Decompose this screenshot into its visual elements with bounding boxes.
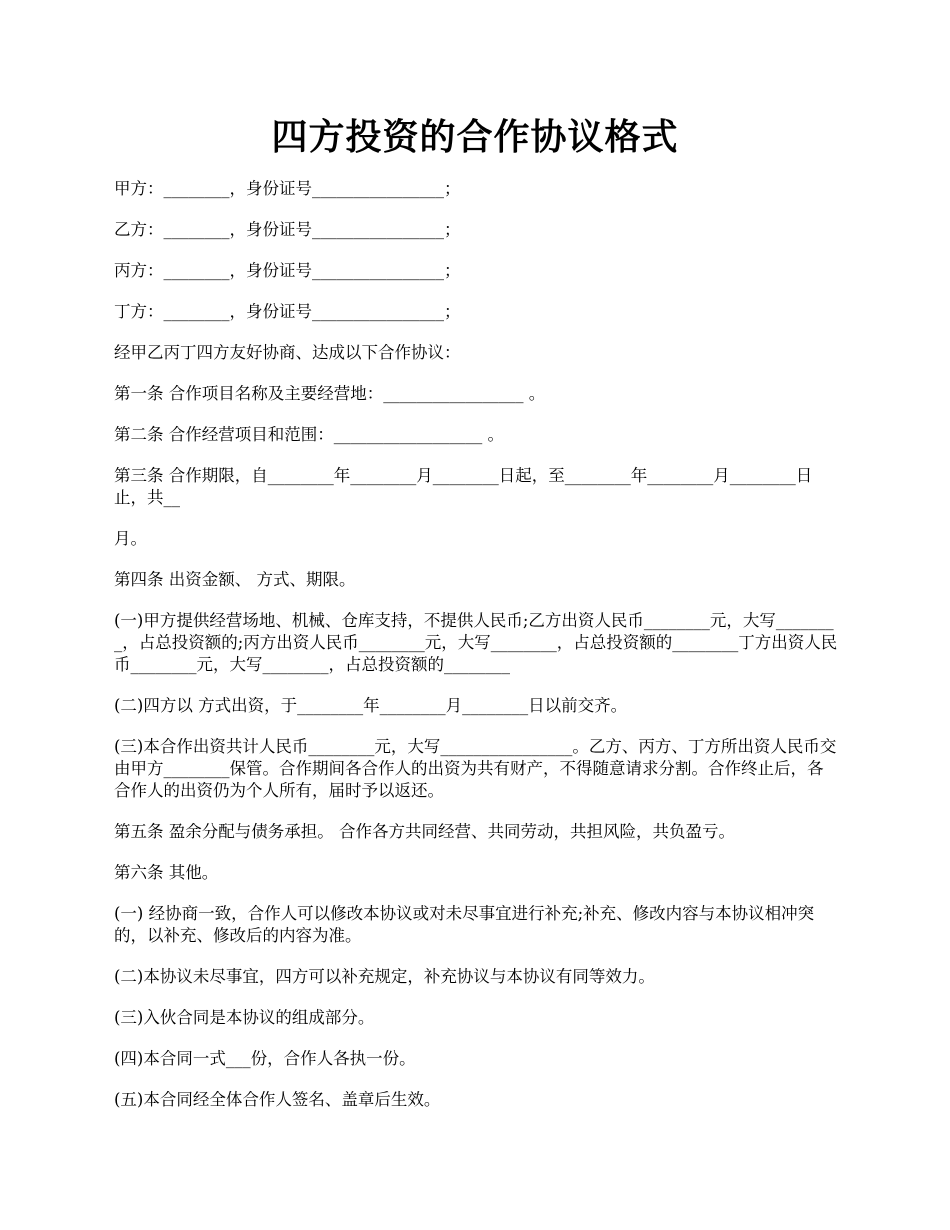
article-5: 第五条 盈余分配与债务承担。 合作各方共同经营、共同劳动，共担风险，共负盈亏。 [114, 822, 735, 841]
article-4-clause-2: (二)四方以 方式出资，于________年________月________日以前交齐。 [114, 696, 628, 715]
article-3-continued: 月。 [114, 529, 147, 548]
party-c-line: 丙方：________，身份证号________________； [114, 261, 461, 280]
article-4: 第四条 出资金额、 方式、期限。 [114, 570, 356, 589]
party-b-line: 乙方：________，身份证号________________； [114, 220, 461, 239]
preamble: 经甲乙丙丁四方友好协商、达成以下合作协议： [114, 343, 461, 362]
article-6-clause-3: (三)入伙合同是本协议的组成部分。 [114, 1008, 375, 1027]
article-6: 第六条 其他。 [114, 863, 219, 882]
article-4-clause-3: (三)本合作出资共计人民币________元，大写________________。乙方、丙方、丁方所出资人民币交由甲方________保管。合作期间各合作人的出资为共有财产，不得随意请求分割。合作终止后，各合作人的出资仍为个人所有，届时予以返还。 [114, 737, 837, 800]
document-body [114, 178, 838, 1130]
article-6-clause-2: (二)本协议未尽事宜，四方可以补充规定，补充协议与本协议有同等效力。 [114, 967, 655, 986]
article-6-clause-5: (五)本合同经全体合作人签名、盖章后生效。 [114, 1090, 441, 1109]
article-4-clause-1: (一)甲方提供经营场地、机械、仓库支持，不提供人民币;乙方出资人民币________元，大写________，占总投资额的;丙方出资人民币________元，大写________，占总投资额的________丁方出资人民币________元，大写________，占总投资额的________ [114, 611, 838, 674]
article-3: 第三条 合作期限，自________年________月________日起，至________年________月________日止，共__ [114, 466, 813, 507]
article-2: 第二条 合作经营项目和范围：__________________ 。 [114, 425, 504, 444]
article-6-clause-4: (四)本合同一式___份，合作人各执一份。 [114, 1049, 416, 1068]
document-title: 四方投资的合作协议格式 [271, 116, 679, 158]
article-1: 第一条 合作项目名称及主要经营地：_________________ 。 [114, 384, 546, 403]
party-a-line: 甲方：________，身份证号________________； [114, 179, 461, 198]
article-6-clause-1: (一) 经协商一致，合作人可以修改本协议或对未尽事宜进行补充;补充、修改内容与本协议相冲突的，以补充、修改后的内容为准。 [114, 904, 815, 945]
party-d-line: 丁方：________，身份证号________________； [114, 302, 461, 321]
